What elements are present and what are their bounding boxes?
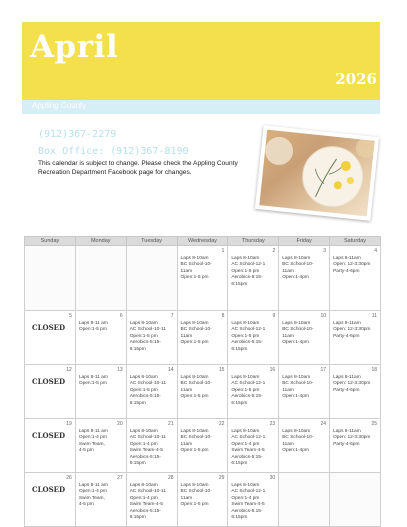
calendar-day-cell xyxy=(25,246,76,311)
event-line: BC School-10- xyxy=(180,327,212,333)
day-number: 10 xyxy=(320,313,327,319)
calendar-grid xyxy=(24,236,381,527)
day-number: 3 xyxy=(323,248,327,254)
calendar-week-row xyxy=(25,473,381,527)
event-line: AC School-12-1 xyxy=(231,489,266,495)
event-line: Open:1-4 pm xyxy=(231,495,260,501)
event-line: Laps 8-10am xyxy=(180,375,209,380)
cookie-illustration xyxy=(259,130,374,217)
event-line: Open:1-4 pm xyxy=(129,441,158,447)
event-line: Open:1-5 pm xyxy=(180,394,209,400)
day-number: 5 xyxy=(69,313,72,319)
event-line: Open:1-4 pm xyxy=(78,435,107,441)
event-line: Laps 8-10am xyxy=(282,429,311,434)
calendar-day-cell xyxy=(25,473,76,527)
event-line: Swim Team-4-5 xyxy=(129,448,163,454)
event-line: Open:1-5 pm xyxy=(231,333,260,339)
day-number: 20 xyxy=(117,421,123,427)
day-number: 11 xyxy=(371,313,377,319)
event-line: AC School-12-1 xyxy=(231,327,266,333)
calendar-week-row xyxy=(25,246,381,311)
event-line: Laps 8-11 am xyxy=(78,483,108,488)
event-line: Open:1-5 pm xyxy=(78,327,107,333)
day-number: 4 xyxy=(374,248,377,254)
calendar-day-cell xyxy=(177,473,228,527)
calendar-week-row xyxy=(25,365,381,419)
event-line: Aerobics-5:15- xyxy=(129,454,161,460)
calendar-day-cell xyxy=(177,246,228,311)
calendar-day-cell xyxy=(25,311,76,365)
event-line: AC School-10-11 xyxy=(129,489,166,495)
day-number: 19 xyxy=(66,421,72,427)
event-line: Swim Team-4-5 xyxy=(231,502,265,508)
calendar-day-cell xyxy=(25,365,76,419)
event-line: Laps 8-11am xyxy=(333,321,361,326)
calendar-day-cell xyxy=(75,419,126,473)
day-number: 13 xyxy=(117,367,123,373)
event-line: Open:1-4pm xyxy=(282,340,309,346)
event-line: BC School-10- xyxy=(282,327,314,333)
event-line: Laps 8-11am xyxy=(333,375,361,380)
event-line: 11am xyxy=(180,268,193,274)
event-line: 11am xyxy=(282,441,294,447)
event-line: Open:1-5 pm xyxy=(180,275,209,281)
weekday-friday: Friday xyxy=(279,237,330,246)
day-number: 23 xyxy=(269,421,276,427)
event-line: 6:15pm xyxy=(129,400,146,406)
event-line: 11am xyxy=(282,387,294,393)
event-line: Laps 8-10am xyxy=(282,375,311,380)
day-number: 6 xyxy=(119,313,123,319)
event-line: 6:15pm xyxy=(231,461,248,467)
event-line: BC School-10- xyxy=(282,262,314,268)
weekday-wednesday: Wednesday xyxy=(177,237,228,246)
event-line: Aerobics-5:15- xyxy=(231,340,263,346)
event-line: 11am xyxy=(180,495,193,501)
closed-label: CLOSED xyxy=(32,377,66,386)
day-number: 8 xyxy=(221,313,225,319)
year-title: 2026 xyxy=(335,70,377,88)
decorative-photo xyxy=(255,125,379,221)
day-number: 24 xyxy=(320,421,327,427)
event-line: Laps 8-10am xyxy=(231,429,260,434)
event-line: BC School-10- xyxy=(282,435,314,441)
event-line: Open:1-5 pm xyxy=(78,381,107,387)
day-number: 15 xyxy=(218,367,225,373)
weekday-saturday: Saturday xyxy=(330,237,381,246)
event-line: 11am xyxy=(282,268,294,274)
event-line: Party-4-6pm xyxy=(333,387,360,393)
calendar-day-cell xyxy=(330,311,381,365)
calendar-day-cell xyxy=(75,311,126,365)
calendar-day-cell xyxy=(126,473,177,527)
calendar-day-cell xyxy=(177,311,228,365)
closed-label: CLOSED xyxy=(32,485,66,494)
calendar-day-cell xyxy=(228,419,279,473)
event-line: Laps 8-10am xyxy=(180,256,209,261)
event-line: Laps 8-11am xyxy=(333,256,361,261)
event-line: Open:1-4pm xyxy=(282,448,309,454)
event-line: 6:15pm xyxy=(231,281,248,287)
event-line: Open: 12-3:30pm xyxy=(333,262,371,268)
calendar-day-cell xyxy=(279,365,330,419)
disclaimer-text: This calendar is subject to change. Please check the Appling County Recreation Department Facebook page for changes. xyxy=(38,160,238,176)
calendar-day-cell xyxy=(330,246,381,311)
event-line: Swim Team-4-5 xyxy=(129,502,163,508)
day-number: 22 xyxy=(218,421,225,427)
event-line: Open:1-4pm xyxy=(282,394,309,400)
day-number: 21 xyxy=(167,421,174,427)
calendar-week-row xyxy=(25,419,381,473)
event-line: Laps 8-10am xyxy=(231,321,260,326)
calendar-day-cell xyxy=(75,246,126,311)
weekday-tuesday: Tuesday xyxy=(126,237,177,246)
day-number: 28 xyxy=(167,475,174,481)
day-number: 2 xyxy=(272,248,276,254)
event-line: Open:1-4pm xyxy=(282,275,309,281)
event-line: 11am xyxy=(180,441,193,447)
event-line: Open:1-4 pm xyxy=(231,441,260,447)
event-line: Open:1-5 pm xyxy=(231,387,260,393)
event-line: Aerobics-5:15- xyxy=(129,340,161,346)
event-line: Party-4-6pm xyxy=(333,268,360,274)
event-line: Swim Team-4-5 xyxy=(231,448,265,454)
calendar-day-cell xyxy=(228,473,279,527)
event-line: Open: 12-3:30pm xyxy=(333,435,371,441)
calendar-day-cell xyxy=(126,246,177,311)
closed-label: CLOSED xyxy=(32,323,66,332)
calendar-day-cell xyxy=(177,419,228,473)
event-line: BC School-10- xyxy=(180,435,212,441)
event-line: Laps 8-10am xyxy=(129,321,158,326)
event-line: BC School-10- xyxy=(180,262,212,268)
calendar-day-cell xyxy=(279,246,330,311)
calendar-day-cell xyxy=(279,419,330,473)
day-number: 18 xyxy=(371,367,377,373)
calendar-day-cell xyxy=(279,311,330,365)
event-line: Laps 8-10am xyxy=(129,429,158,434)
event-line: Laps 8-10am xyxy=(231,483,260,488)
event-line: Swim Team, xyxy=(78,441,105,447)
event-line: Laps 8-10am xyxy=(231,375,260,380)
event-line: Laps 8-10am xyxy=(231,256,260,261)
event-line: Open:1-4 pm xyxy=(78,489,107,495)
event-line: Laps 8-10am xyxy=(180,321,209,326)
event-line: 4-5 pm xyxy=(78,448,94,454)
event-line: AC School-10-11 xyxy=(129,435,166,441)
event-line: Open:1-5 pm xyxy=(231,268,260,274)
cookie-image xyxy=(259,130,374,217)
event-line: 11am xyxy=(180,333,193,339)
day-number: 14 xyxy=(167,367,174,373)
calendar-day-cell xyxy=(126,419,177,473)
event-line: Laps 8-10am xyxy=(282,256,311,261)
event-line: 6:15pm xyxy=(129,346,146,352)
event-line: 4-5 pm xyxy=(78,502,94,508)
event-line: 6:15pm xyxy=(231,400,248,406)
event-line: BC School-10- xyxy=(180,489,212,495)
event-line: Aerobics-5:15- xyxy=(231,454,263,460)
day-number: 9 xyxy=(272,313,276,319)
event-line: Party-4-6pm xyxy=(333,441,360,447)
event-line: Open:1-5 pm xyxy=(129,333,158,339)
event-line: BC School-10- xyxy=(282,381,314,387)
calendar-day-cell xyxy=(330,473,381,527)
event-line: Laps 8-11 am xyxy=(78,321,108,326)
day-number: 27 xyxy=(117,475,123,481)
event-line: Laps 8-10am xyxy=(180,483,209,488)
event-line: Open:1-5 pm xyxy=(129,387,158,393)
event-line: Laps 8-11 am xyxy=(78,429,108,434)
event-line: 6:15pm xyxy=(129,515,146,521)
event-line: BC School-10- xyxy=(180,381,212,387)
day-number: 12 xyxy=(66,367,72,373)
event-line: Laps 8-10am xyxy=(180,429,209,434)
calendar-day-cell xyxy=(25,419,76,473)
day-number: 25 xyxy=(371,421,377,427)
event-line: 6:15pm xyxy=(129,461,146,467)
event-line: 6:15pm xyxy=(231,346,248,352)
event-line: Aerobics-5:15- xyxy=(231,394,263,400)
weekday-sunday: Sunday xyxy=(25,237,76,246)
event-line: AC School-10-11 xyxy=(129,381,166,387)
event-line: Laps 8-11 am xyxy=(78,375,108,380)
event-line: AC School-12-1 xyxy=(231,262,266,268)
box-office-number: Box Office: (912)367-8190 xyxy=(38,146,189,157)
event-line: AC School-12-1 xyxy=(231,435,266,441)
weekday-header-row xyxy=(25,237,381,246)
event-line: Open: 12-3:30pm xyxy=(333,327,371,333)
calendar-day-cell xyxy=(330,419,381,473)
event-line: Open:1-5 pm xyxy=(180,448,209,454)
event-line: Aerobics-5:15- xyxy=(129,394,161,400)
event-line: Open:1-5 pm xyxy=(180,340,209,346)
weekday-thursday: Thursday xyxy=(228,237,279,246)
weekday-monday: Monday xyxy=(75,237,126,246)
day-number: 30 xyxy=(269,475,276,481)
phone-number: (912)367-2279 xyxy=(38,129,117,140)
subtitle-text: Appling County xyxy=(32,101,87,110)
closed-label: CLOSED xyxy=(32,431,66,440)
calendar-day-cell xyxy=(126,365,177,419)
event-line: Party-4-6pm xyxy=(333,333,360,339)
calendar-day-cell xyxy=(330,365,381,419)
calendar-day-cell xyxy=(279,473,330,527)
day-number: 26 xyxy=(66,475,72,481)
day-number: 16 xyxy=(269,367,276,373)
calendar-day-cell xyxy=(228,365,279,419)
event-line: Open: 12-3:30pm xyxy=(333,381,371,387)
month-title: April xyxy=(30,29,119,65)
calendar-week-row xyxy=(25,311,381,365)
event-line: Laps 8-10am xyxy=(282,321,311,326)
event-line: Open:1-5 pm xyxy=(180,502,209,508)
event-line: AC School-10-11 xyxy=(129,327,166,333)
event-line: Open:1-4 pm xyxy=(129,495,158,501)
day-number: 17 xyxy=(320,367,327,373)
event-line: Swim Team, xyxy=(78,495,105,501)
calendar-day-cell xyxy=(75,473,126,527)
event-line: Aerobics-5:15- xyxy=(231,275,263,281)
calendar-day-cell xyxy=(228,246,279,311)
calendar-day-cell xyxy=(177,365,228,419)
event-line: Laps 8-11am xyxy=(333,429,361,434)
day-number: 29 xyxy=(218,475,225,481)
event-line: Laps 8-10am xyxy=(129,483,158,488)
calendar-day-cell xyxy=(228,311,279,365)
event-line: Aerobics-5:15- xyxy=(129,508,161,514)
calendar-day-cell xyxy=(75,365,126,419)
calendar-day-cell xyxy=(126,311,177,365)
day-number: 1 xyxy=(221,248,225,254)
event-line: Aerobics-5:15- xyxy=(231,508,263,514)
day-number: 7 xyxy=(170,313,174,319)
event-line: 11am xyxy=(282,333,294,339)
event-line: Laps 8-10am xyxy=(129,375,158,380)
event-line: 11am xyxy=(180,387,193,393)
event-line: AC School-12-1 xyxy=(231,381,266,387)
event-line: 6:15pm xyxy=(231,515,248,521)
